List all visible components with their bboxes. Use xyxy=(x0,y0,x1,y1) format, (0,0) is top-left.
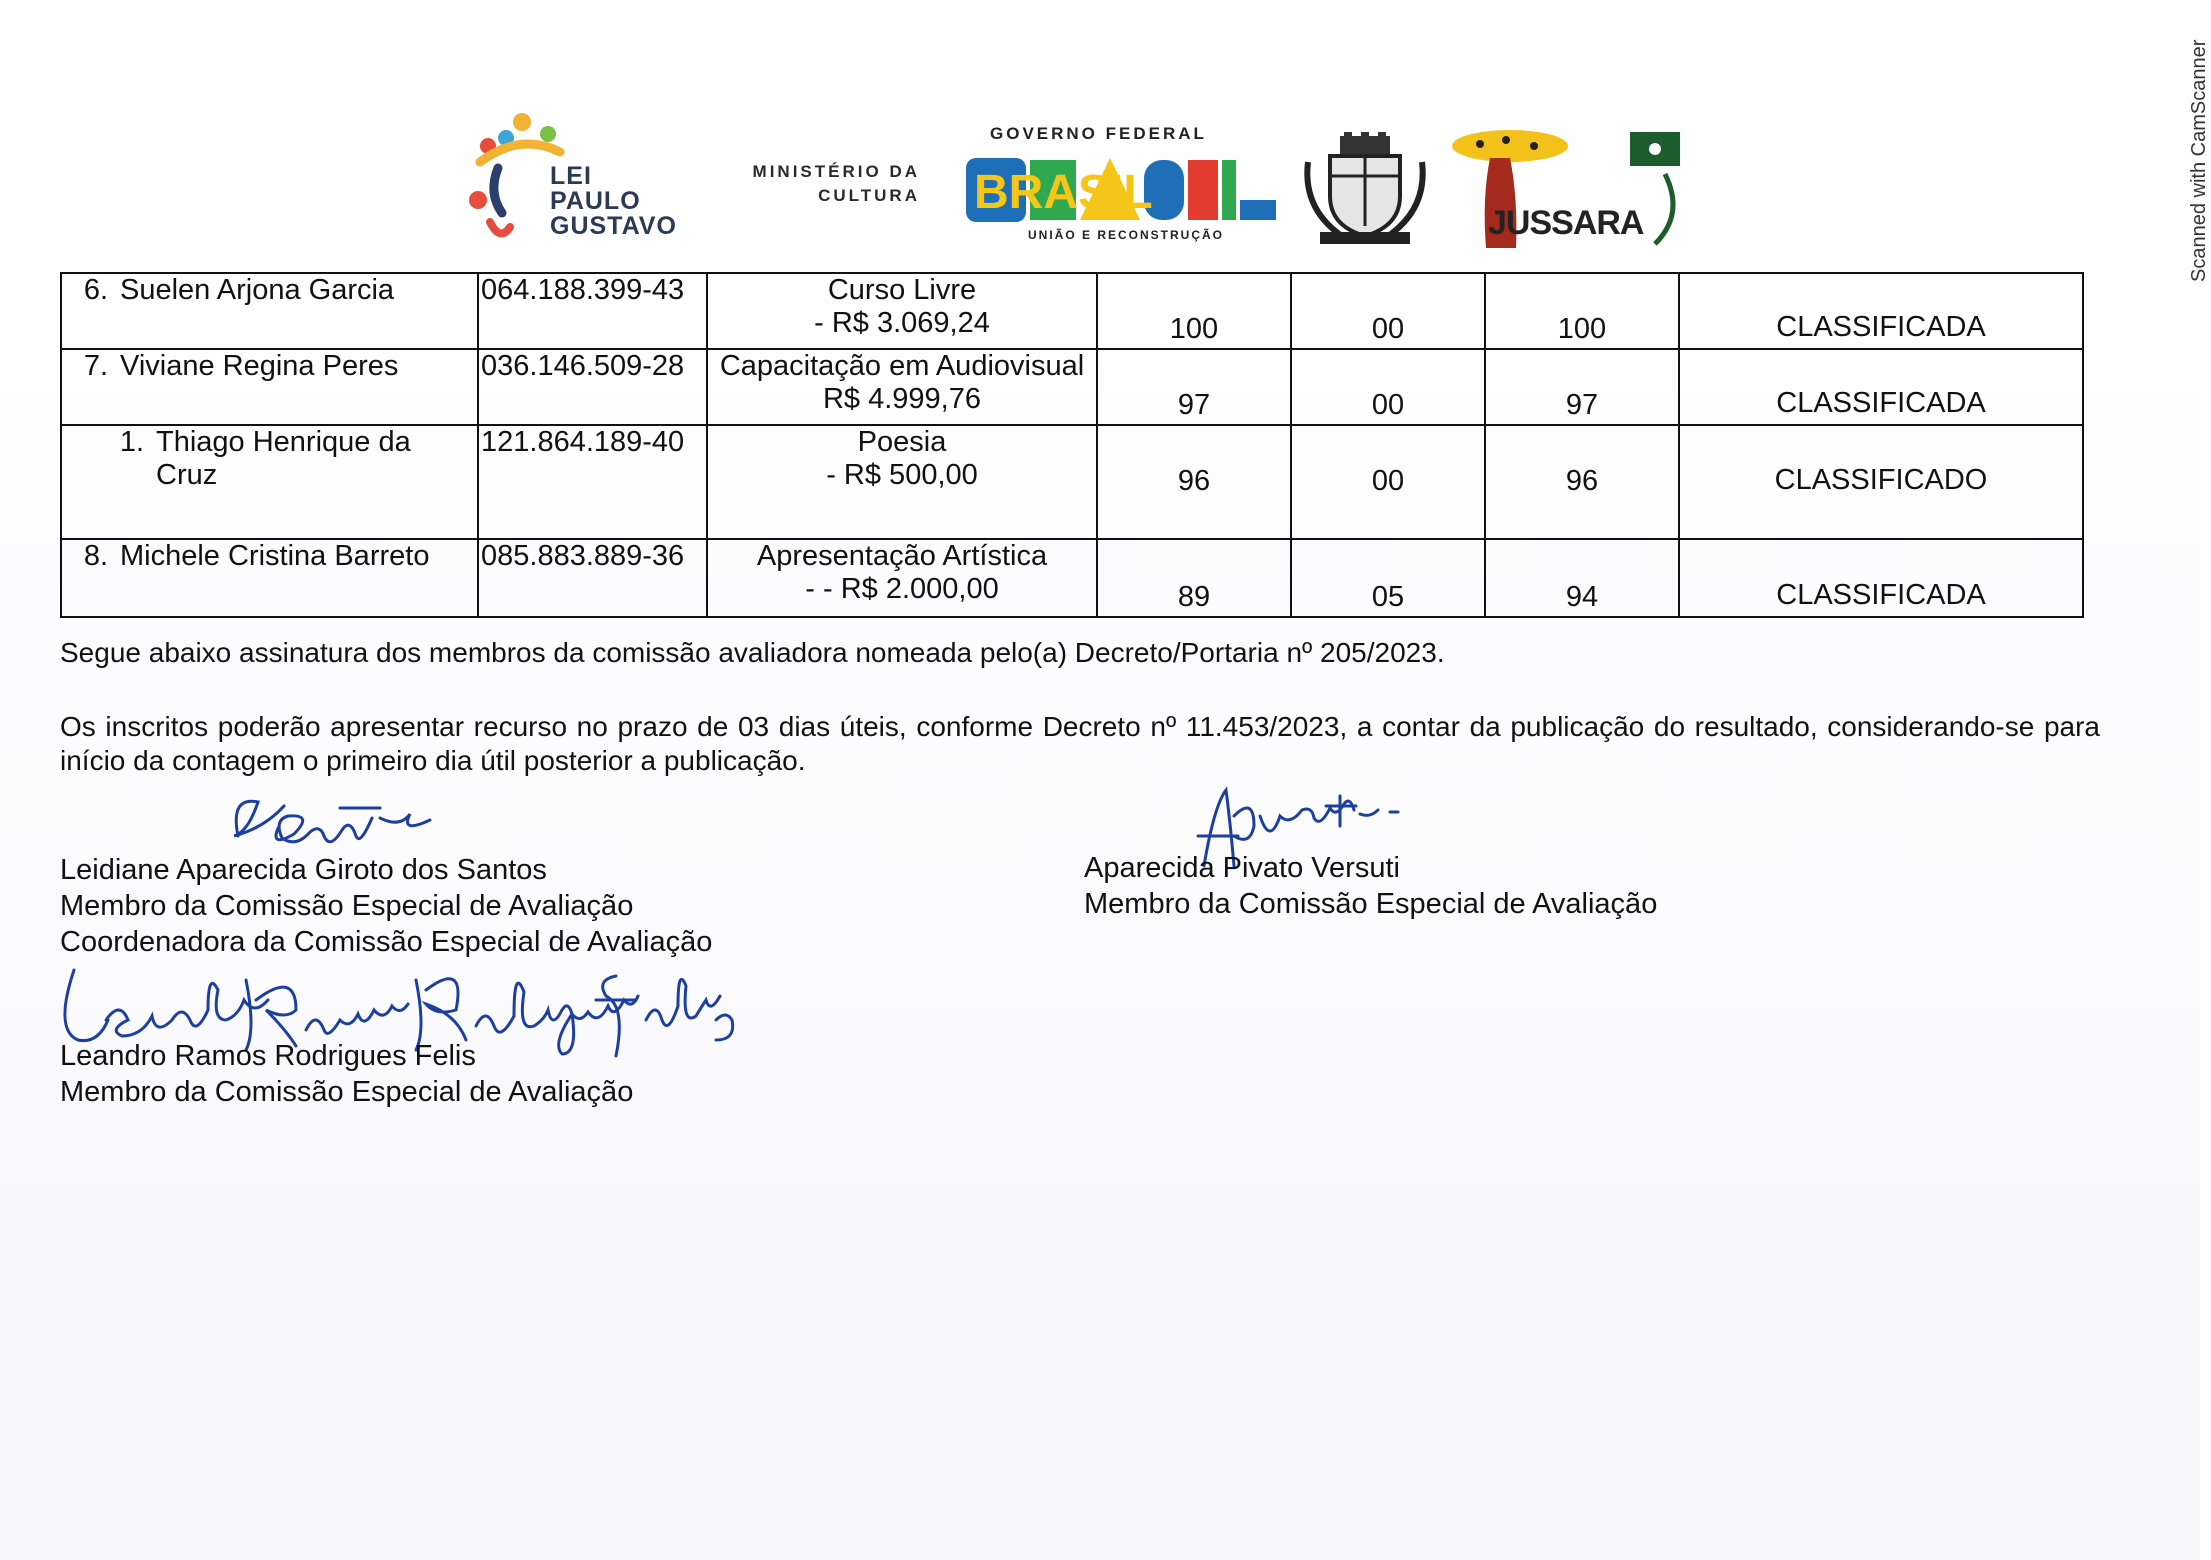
total-cell: 96 xyxy=(1485,425,1679,539)
candidate-name: Michele Cristina Barreto xyxy=(120,540,430,572)
cpf-cell: 085.883.889-36 xyxy=(478,539,707,617)
signer-role: Membro da Comissão Especial de Avaliação xyxy=(1084,888,1658,920)
signature-block-leandro xyxy=(60,1038,633,1110)
total-cell: 94 xyxy=(1485,539,1679,617)
category-name: Poesia xyxy=(857,426,947,458)
signer-role: Coordenadora da Comissão Especial de Avaliação xyxy=(60,926,713,958)
row-number: 6. xyxy=(83,274,108,306)
row-number: 8. xyxy=(83,540,108,572)
lpg-line: LEI xyxy=(550,162,592,190)
cpf-cell: 036.146.509-28 xyxy=(478,349,707,425)
table-row xyxy=(61,349,2083,425)
category-value: - R$ 500,00 xyxy=(826,459,978,491)
candidate-name: Suelen Arjona Garcia xyxy=(120,274,395,306)
status-cell: CLASSIFICADA xyxy=(1679,349,2083,425)
gov-bottom-text: UNIÃO E RECONSTRUÇÃO xyxy=(1028,228,1225,242)
score-cell: 96 xyxy=(1097,425,1291,539)
ministry-line: MINISTÉRIO DA xyxy=(752,162,920,181)
category-name: Capacitação em Audiovisual xyxy=(719,350,1085,382)
brasil-wordmark xyxy=(960,150,1280,230)
signer-role: Membro da Comissão Especial de Avaliação xyxy=(60,890,634,922)
category-value: - R$ 3.069,24 xyxy=(814,307,990,339)
jussara-logo xyxy=(1450,124,1700,252)
category-value: - - R$ 2.000,00 xyxy=(805,573,999,605)
signer-name: Leandro Ramos Rodrigues Felis xyxy=(60,1040,476,1072)
name-cell xyxy=(61,273,478,349)
lpg-figures-icon xyxy=(470,112,560,247)
scanner-watermark xyxy=(2168,20,2210,282)
score-cell: 97 xyxy=(1097,349,1291,425)
category-cell xyxy=(707,273,1097,349)
table-row xyxy=(61,425,2083,539)
appeal-notice-paragraph: Os inscritos poderão apresentar recurso no prazo de 03 dias úteis, conforme Decreto nº 11.453/2023, a contar da publicação do resultado, considerando-se para início da contagem o primeiro dia útil posterior a publicação. xyxy=(60,711,2100,776)
gov-top-text: GOVERNO FEDERAL xyxy=(990,124,1207,143)
bonus-cell: 00 xyxy=(1291,273,1485,349)
brasil-word: BRASIL xyxy=(974,166,1153,219)
results-table xyxy=(60,272,2084,618)
bonus-cell: 05 xyxy=(1291,539,1485,617)
category-name: Apresentação Artística xyxy=(756,540,1048,572)
bonus-cell: 00 xyxy=(1291,349,1485,425)
row-number: 7. xyxy=(83,350,108,382)
candidate-name: Thiago Henrique da xyxy=(156,426,411,458)
status-cell: CLASSIFICADA xyxy=(1679,539,2083,617)
signature-block-aparecida xyxy=(1084,850,1657,922)
jussara-wordmark: JUSSARA xyxy=(1488,204,1644,242)
table-row xyxy=(61,539,2083,617)
name-cell xyxy=(61,425,478,539)
signer-name: Aparecida Pivato Versuti xyxy=(1084,852,1400,884)
governo-federal-logo xyxy=(960,124,1280,248)
row-number: 1. xyxy=(119,426,144,458)
candidate-name-continued: Cruz xyxy=(156,459,218,491)
status-cell: CLASSIFICADO xyxy=(1679,425,2083,539)
lei-paulo-gustavo-logo xyxy=(470,112,700,247)
category-value: R$ 4.999,76 xyxy=(822,383,981,415)
score-cell: 89 xyxy=(1097,539,1291,617)
cpf-cell: 121.864.189-40 xyxy=(478,425,707,539)
bonus-cell: 00 xyxy=(1291,425,1485,539)
signer-name: Leidiane Aparecida Giroto dos Santos xyxy=(60,854,547,886)
table-row xyxy=(61,273,2083,349)
total-cell: 100 xyxy=(1485,273,1679,349)
score-cell: 100 xyxy=(1097,273,1291,349)
category-cell xyxy=(707,349,1097,425)
status-cell: CLASSIFICADA xyxy=(1679,273,2083,349)
coat-of-arms-icon xyxy=(1300,132,1430,250)
scanner-stamp-text: Scanned with CamScanner xyxy=(2188,39,2210,282)
ministerio-cultura-logo xyxy=(700,160,920,220)
signature-block-leidiane xyxy=(60,852,712,960)
cpf-cell: 064.188.399-43 xyxy=(478,273,707,349)
lpg-line: PAULO xyxy=(550,187,641,215)
municipal-crest xyxy=(1300,132,1430,250)
signature-intro-paragraph: Segue abaixo assinatura dos membros da comissão avaliadora nomeada pelo(a) Decreto/Portaria nº 205/2023. xyxy=(60,637,1445,668)
lpg-wordmark xyxy=(550,164,677,239)
category-name: Curso Livre xyxy=(827,274,977,306)
candidate-name: Viviane Regina Peres xyxy=(120,350,399,382)
ministry-line: CULTURA xyxy=(818,186,920,205)
name-cell xyxy=(61,539,478,617)
category-cell xyxy=(707,425,1097,539)
signer-role: Membro da Comissão Especial de Avaliação xyxy=(60,1076,634,1108)
total-cell: 97 xyxy=(1485,349,1679,425)
lpg-line: GUSTAVO xyxy=(550,212,677,240)
category-cell xyxy=(707,539,1097,617)
name-cell xyxy=(61,349,478,425)
